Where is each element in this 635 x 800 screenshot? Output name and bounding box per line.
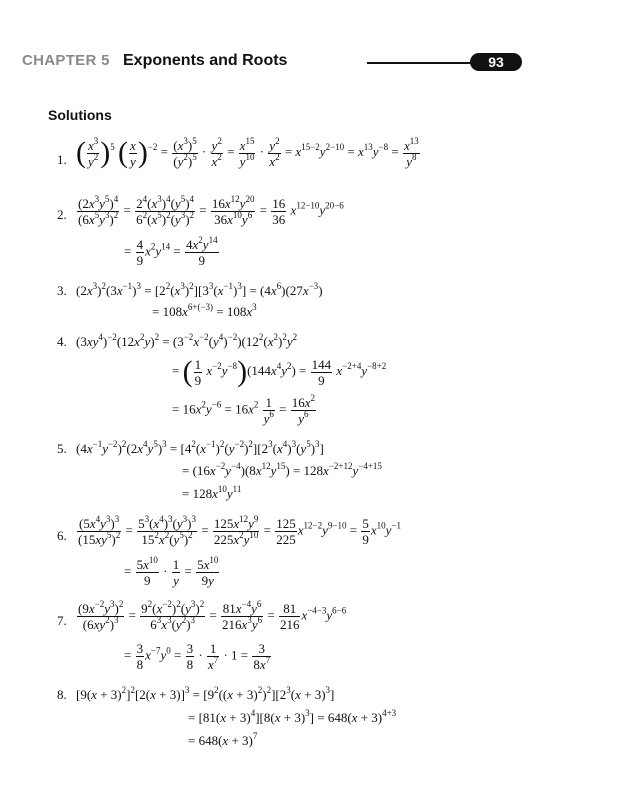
equation-line: $[9(x + 3)^2]^2[2(x + 3)]^3 = [9^2((x + 3)^2)^2][2^3(x + 3)^3]$ <box>76 685 335 702</box>
equation-line: $\frac{(2x^3y^5)^4}{(6x^5y^3)^2}$ = $\frac{2^4(x^3)^4(y^5)^4}{6^2(x^5)^2(y^3)^2}$ = $\frac{16x^{12}y^{20}}{36x^{10}y^6}$ = $\frac{16}{36}$ $x^{12-10}y^{20-6}$ <box>78 194 344 227</box>
chapter-label: CHAPTER 5 <box>22 52 110 69</box>
problem-number: 2. <box>57 207 67 222</box>
equation-line: $(2x^3)^2(3x^{-1})^3 = [2^2(x^3)^2][3^3(x^{-1})^3] = (4x^6)(27x^{-3})$ <box>76 281 323 298</box>
equation-line: = $16x^2y^{-6} = 16x^2$ $\frac{1}{y^6}$ = $\frac{16x^2}{y^6}$ <box>172 393 316 426</box>
page-number: 93 <box>470 53 522 71</box>
problem-number: 5. <box>57 441 67 456</box>
equation-line: ( $\frac{x^3}{y^2}$ )$^5$ ( $\frac{x}{y}$ )$^{-2}$ = $\frac{(x^3)^5}{(y^2)^5}$ · $\frac{y^2}{x^2}$ = $\frac{x^{15}}{y^{10}}$ · $\frac{y^2}{x^2}$ = $x^{15-2}y^{2-10} = x^{13}y^{-8}$ = $\frac{x^{13}}{y^8}$ <box>76 135 419 169</box>
equation-line: $(3xy^4)^{-2}(12x^2y)^2 = (3^{-2}x^{-2}(y^4)^{-2})(12^2(x^2)^2y^2$ <box>76 332 298 349</box>
equation-line: $\frac{(9x^{-2}y^3)^2}{(6xy^2)^3}$ = $\frac{9^2(x^{-2})^2(y^3)^2}{6^3x^3(y^2)^3}$ = $\frac{81x^{-4}y^6}{216x^3y^6}$ = $\frac{81}{216}$ $x^{-4-3}y^{6-6}$ <box>78 599 347 632</box>
chapter-title: Exponents and Roots <box>123 52 288 69</box>
section-title: Solutions <box>48 107 112 123</box>
equation-line: = ( $\frac{1}{9}$ $x^{-2}y^{-8})(144x^4y^2)$ = $\frac{144}{9}$ $x^{-2+4}y^{-8+2}$ <box>172 355 387 388</box>
equation-line: = $[81(x + 3)^4][8(x + 3)^3] = 648(x + 3)^{4+3}$ <box>188 708 397 725</box>
equation-line: = $648(x + 3)^7$ <box>188 731 258 748</box>
equation-line: = $108x^{6+(-3)} = 108x^3$ <box>152 302 257 319</box>
problem-number: 1. <box>57 152 67 167</box>
problem-number: 7. <box>57 613 67 628</box>
equation-line: = $(16x^{-2}y^{-4})(8x^{12}y^{15}) = 128x^{-2+12}y^{-4+15}$ <box>182 461 382 478</box>
equation-line: = $\frac{3}{8}$ $x^{-7}y^0$ = $\frac{3}{8}$ · $\frac{1}{x^7}$ · 1 = $\frac{3}{8x^7}$ <box>124 641 271 672</box>
equation-line: = $\frac{4}{9}$ $x^2y^{14}$ = $\frac{4x^2y^{14}}{9}$ <box>124 235 218 268</box>
problem-number: 8. <box>57 687 67 702</box>
equation-line: = $128x^{10}y^{11}$ <box>182 484 242 501</box>
header-rule <box>367 62 477 64</box>
equation-line: $(4x^{-1}y^{-2})^2(2x^4y^5)^3 = [4^2(x^{-1})^2(y^{-2})^2][2^3(x^4)^3(y^5)^3]$ <box>76 439 324 456</box>
page-header <box>22 50 622 76</box>
problem-number: 6. <box>57 528 67 543</box>
equation-line: = $\frac{5x^{10}}{9}$ · $\frac{1}{y}$ = $\frac{5x^{10}}{9y}$ <box>124 555 219 588</box>
problem-number: 4. <box>57 334 67 349</box>
problem-number: 3. <box>57 283 67 298</box>
equation-line: $\frac{(5x^4y^3)^3}{(15xy^5)^2}$ = $\frac{5^3(x^4)^3(y^3)^3}{15^2x^2(y^5)^2}$ = $\frac{125x^{12}y^9}{225x^2y^{10}}$ = $\frac{125}{225}$ $x^{12-2}y^{9-10}$ = $\frac{5}{9}$ $x^{10}y^{-1}$ <box>78 514 401 547</box>
